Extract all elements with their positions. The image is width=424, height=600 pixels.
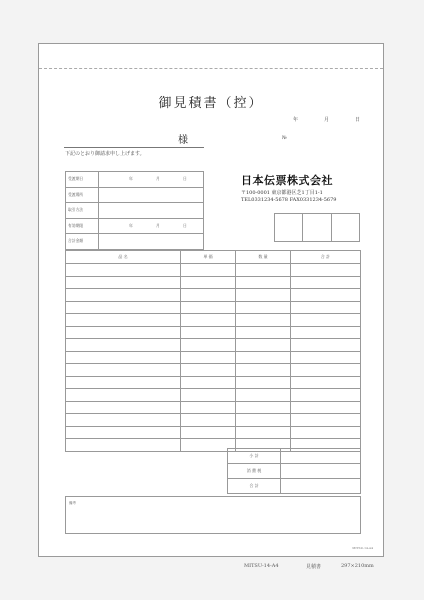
company-tel-fax: TEL0331234-5678 FAX0331234-5679 bbox=[241, 197, 337, 203]
item-name-cell[interactable] bbox=[66, 364, 181, 377]
header-item-name: 品 名 bbox=[66, 251, 181, 264]
unit-price-cell[interactable] bbox=[181, 289, 236, 302]
conditions-table bbox=[65, 171, 204, 250]
table-row bbox=[66, 264, 361, 277]
table-row bbox=[66, 351, 361, 364]
stamp-boxes bbox=[274, 213, 360, 242]
unit-price-cell[interactable] bbox=[181, 314, 236, 327]
condition-value[interactable] bbox=[99, 234, 204, 250]
stamp-box[interactable] bbox=[331, 214, 359, 242]
footer-size: 297×210mm bbox=[341, 563, 374, 569]
condition-label: 有効期限 bbox=[66, 218, 99, 234]
company-address-block bbox=[241, 190, 336, 204]
unit-price-cell[interactable] bbox=[181, 389, 236, 402]
items-header-row bbox=[66, 251, 361, 264]
remarks-box[interactable] bbox=[65, 496, 361, 534]
item-name-cell[interactable] bbox=[66, 326, 181, 339]
condition-value[interactable] bbox=[99, 187, 204, 203]
footer-doc-name: 見積書 bbox=[306, 564, 322, 570]
condition-label: 取引方法 bbox=[66, 203, 99, 219]
total-cell[interactable] bbox=[291, 264, 361, 277]
item-name-cell[interactable] bbox=[66, 276, 181, 289]
perforation-line bbox=[39, 68, 383, 69]
total-cell[interactable] bbox=[291, 401, 361, 414]
unit-price-cell[interactable] bbox=[181, 414, 236, 427]
quantity-cell[interactable] bbox=[236, 351, 291, 364]
header-unit-price: 単 価 bbox=[181, 251, 236, 264]
total-label: 合 計 bbox=[228, 479, 281, 494]
item-name-cell[interactable] bbox=[66, 351, 181, 364]
quantity-cell[interactable] bbox=[236, 426, 291, 439]
item-name-cell[interactable] bbox=[66, 414, 181, 427]
condition-row bbox=[66, 203, 204, 219]
total-cell[interactable] bbox=[291, 276, 361, 289]
total-cell[interactable] bbox=[291, 314, 361, 327]
condition-row bbox=[66, 218, 204, 234]
unit-price-cell[interactable] bbox=[181, 339, 236, 352]
quantity-cell[interactable] bbox=[236, 414, 291, 427]
quantity-cell[interactable] bbox=[236, 276, 291, 289]
subtotal-value[interactable] bbox=[281, 449, 361, 464]
unit-price-cell[interactable] bbox=[181, 364, 236, 377]
unit-price-cell[interactable] bbox=[181, 301, 236, 314]
item-name-cell[interactable] bbox=[66, 376, 181, 389]
total-cell[interactable] bbox=[291, 376, 361, 389]
stamp-box[interactable] bbox=[275, 214, 303, 242]
condition-row bbox=[66, 172, 204, 188]
condition-label: 受渡期日 bbox=[66, 172, 99, 188]
header-quantity: 数 量 bbox=[236, 251, 291, 264]
date-year: 年 bbox=[293, 117, 299, 123]
quantity-cell[interactable] bbox=[236, 376, 291, 389]
header-total: 合 計 bbox=[291, 251, 361, 264]
date-day: 日 bbox=[355, 117, 361, 123]
table-row bbox=[66, 289, 361, 302]
condition-row bbox=[66, 187, 204, 203]
table-row bbox=[66, 364, 361, 377]
unit-price-cell[interactable] bbox=[181, 264, 236, 277]
quantity-cell[interactable] bbox=[236, 289, 291, 302]
table-row bbox=[66, 389, 361, 402]
item-name-cell[interactable] bbox=[66, 289, 181, 302]
condition-label: 受渡場所 bbox=[66, 187, 99, 203]
unit-price-cell[interactable] bbox=[181, 426, 236, 439]
document-title: 御見積書（控） bbox=[158, 96, 264, 111]
quantity-cell[interactable] bbox=[236, 264, 291, 277]
total-cell[interactable] bbox=[291, 364, 361, 377]
table-row bbox=[66, 376, 361, 389]
quantity-cell[interactable] bbox=[236, 389, 291, 402]
recipient-field[interactable] bbox=[64, 146, 204, 148]
summary-table bbox=[227, 448, 361, 494]
item-name-cell[interactable] bbox=[66, 301, 181, 314]
remarks-label: 備考 bbox=[69, 501, 76, 505]
tax-value[interactable] bbox=[281, 464, 361, 479]
recipient-suffix: 様 bbox=[178, 135, 188, 146]
item-name-cell[interactable] bbox=[66, 314, 181, 327]
item-name-cell[interactable] bbox=[66, 439, 181, 452]
footer-code: MITSU-14-A4 bbox=[244, 563, 279, 569]
item-name-cell[interactable] bbox=[66, 264, 181, 277]
table-row bbox=[66, 401, 361, 414]
unit-price-cell[interactable] bbox=[181, 401, 236, 414]
quantity-cell[interactable] bbox=[236, 339, 291, 352]
unit-price-cell[interactable] bbox=[181, 326, 236, 339]
quantity-cell[interactable] bbox=[236, 364, 291, 377]
table-row bbox=[66, 326, 361, 339]
quantity-cell[interactable] bbox=[236, 301, 291, 314]
table-row bbox=[66, 426, 361, 439]
total-cell[interactable] bbox=[291, 339, 361, 352]
item-name-cell[interactable] bbox=[66, 389, 181, 402]
total-cell[interactable] bbox=[291, 426, 361, 439]
date-month: 月 bbox=[324, 117, 330, 123]
tax-label: 消 費 税 bbox=[228, 464, 281, 479]
item-name-cell[interactable] bbox=[66, 339, 181, 352]
item-name-cell[interactable] bbox=[66, 426, 181, 439]
table-row bbox=[66, 314, 361, 327]
condition-value[interactable]: 年 月 日 bbox=[99, 218, 204, 234]
stamp-box[interactable] bbox=[303, 214, 331, 242]
intro-text: 下記のとおり御請求申し上げます。 bbox=[65, 151, 145, 157]
total-cell[interactable] bbox=[291, 414, 361, 427]
total-cell[interactable] bbox=[291, 326, 361, 339]
table-row bbox=[66, 414, 361, 427]
unit-price-cell[interactable] bbox=[181, 276, 236, 289]
quantity-cell[interactable] bbox=[236, 401, 291, 414]
item-name-cell[interactable] bbox=[66, 401, 181, 414]
company-address: 〒100-0001 東京都港区芝1丁目1-1 bbox=[241, 190, 323, 196]
unit-price-cell[interactable] bbox=[181, 351, 236, 364]
estimate-sheet bbox=[38, 43, 384, 557]
condition-row bbox=[66, 234, 204, 250]
condition-value[interactable] bbox=[99, 203, 204, 219]
table-row bbox=[66, 339, 361, 352]
company-name: 日本伝票株式会社 bbox=[241, 174, 333, 187]
total-cell[interactable] bbox=[291, 351, 361, 364]
number-label: № bbox=[282, 135, 287, 141]
table-row bbox=[66, 301, 361, 314]
subtotal-label: 小 計 bbox=[228, 449, 281, 464]
total-cell[interactable] bbox=[291, 389, 361, 402]
total-value[interactable] bbox=[281, 479, 361, 494]
total-cell[interactable] bbox=[291, 289, 361, 302]
items-table bbox=[65, 250, 361, 452]
unit-price-cell[interactable] bbox=[181, 376, 236, 389]
condition-value[interactable]: 年 月 日 bbox=[99, 172, 204, 188]
condition-label: 合計金額 bbox=[66, 234, 99, 250]
table-row bbox=[66, 276, 361, 289]
quantity-cell[interactable] bbox=[236, 326, 291, 339]
quantity-cell[interactable] bbox=[236, 314, 291, 327]
total-cell[interactable] bbox=[291, 301, 361, 314]
form-code: MITSU-14-A4 bbox=[352, 546, 373, 550]
